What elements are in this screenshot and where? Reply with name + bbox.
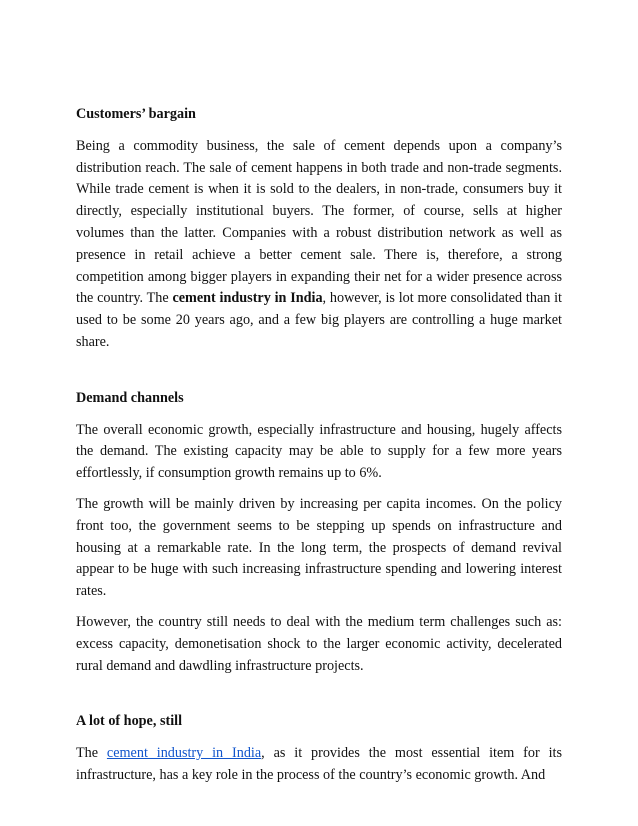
paragraph: [76, 136, 562, 354]
bold-phrase: cement industry in India: [172, 290, 323, 307]
paragraph: However, the country still needs to deal with the medium term challenges such as: excess capacity, demonetisation shock to the larger economic activity, decelerated rural demand and dawdling infrastructure projects.: [76, 613, 562, 674]
paragraph-text: , as it provides the most essential item for its infrastructure, has a key role in the process of the country’s economic growth. And: [76, 745, 562, 783]
paragraph: The growth will be mainly driven by increasing per capita incomes. On the policy front too, the government seems to be stepping up spends on infrastructure and housing at a remarkable rate. In the long term, the prospects of demand revival appear to be huge with such increasing infrastructure spending and lowering interest rates.: [76, 495, 562, 600]
paragraph-text: , however, is lot more consolidated than it used to be some 20 years ago, and a few big players are controlling a huge market share.: [76, 290, 562, 350]
paragraph: The overall economic growth, especially infrastructure and housing, hugely affects the demand. The existing capacity may be able to supply for a few more years effortlessly, if consumption growth remains up to 6%.: [76, 421, 562, 482]
section-customers-bargain: [76, 104, 562, 354]
cement-industry-link[interactable]: cement industry in India: [106, 745, 262, 762]
section-heading: A lot of hope, still: [76, 713, 183, 730]
paragraph-text: Being a commodity business, the sale of cement depends upon a company’s distribution reach. The sale of cement happens in both trade and non-trade segments. While trade cement is when it is sold to the dealers, in non-trade, consumers buy it directly, especially institutional buyers. The former, of course, sells at higher volumes than the latter. Companies with a robust distribution network as well as presence in retail achieve a better cement sale. There is, therefore, a strong competition among bigger players in expanding their net for a wider presence across the country. The: [76, 137, 562, 307]
section-demand-channels: [76, 388, 562, 678]
section-heading: Demand channels: [76, 389, 184, 406]
document-page: [76, 104, 562, 796]
section-heading: Customers’ bargain: [76, 106, 196, 122]
section-lot-of-hope: [76, 711, 562, 786]
paragraph-text: The: [76, 745, 107, 762]
paragraph: [76, 743, 562, 787]
